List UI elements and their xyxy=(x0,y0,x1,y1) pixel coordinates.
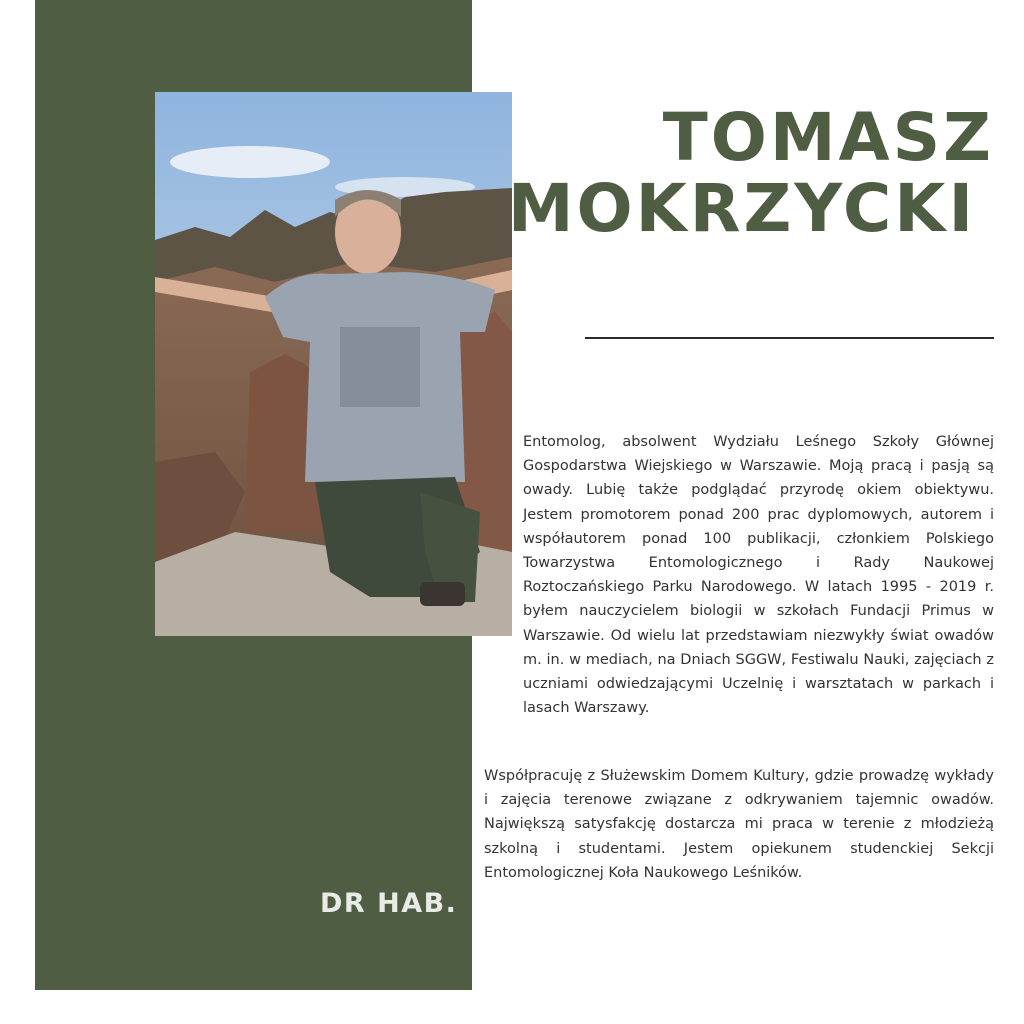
portrait-photo xyxy=(155,92,512,636)
bio-paragraph-2: Współpracuję z Służewskim Domem Kultury, gdzie prowadzę wykłady i zajęcia terenowe związane z odkrywaniem tajemnic owadów. Największą satysfakcję dostarcza mi praca w terenie z młodzieżą szkolną i studentami. Jestem opiekunem studenckiej Sekcji Entomologicznej Koła Naukowego Leśników. xyxy=(484,768,994,881)
person-name xyxy=(507,99,994,247)
bio-paragraph-1: Entomolog, absolwent Wydziału Leśnego Szkoły Głównej Gospodarstwa Wiejskiego w Warszawie. Moją pracą i pasją są owady. Lubię także podglądać przyrodę okiem obiektywu. Jestem promotorem ponad 200 prac dyplomowych, autorem i współautorem ponad 100 publikacji, członkiem Polskiego Towarzystwa Entomologicznego i Rady Naukowej Roztoczańskiego Parku Narodowego. W latach 1995 - 2019 r. byłem nauczycielem biologii w szkołach Fundacji Primus w Warszawie. Od wielu lat przedstawiam niezwykły świat owadów m. in. w mediach, na Dniach SGGW, Festiwalu Nauki, zajęciach z uczniami odwiedzającymi Uczelnię i warsztatach w parkach i lasach Warszawy. xyxy=(523,434,994,717)
title-divider xyxy=(585,337,994,339)
first-name: TOMASZ xyxy=(662,99,994,176)
last-name: MOKRZYCKI xyxy=(507,170,976,247)
academic-degree: DR HAB. xyxy=(320,888,458,919)
